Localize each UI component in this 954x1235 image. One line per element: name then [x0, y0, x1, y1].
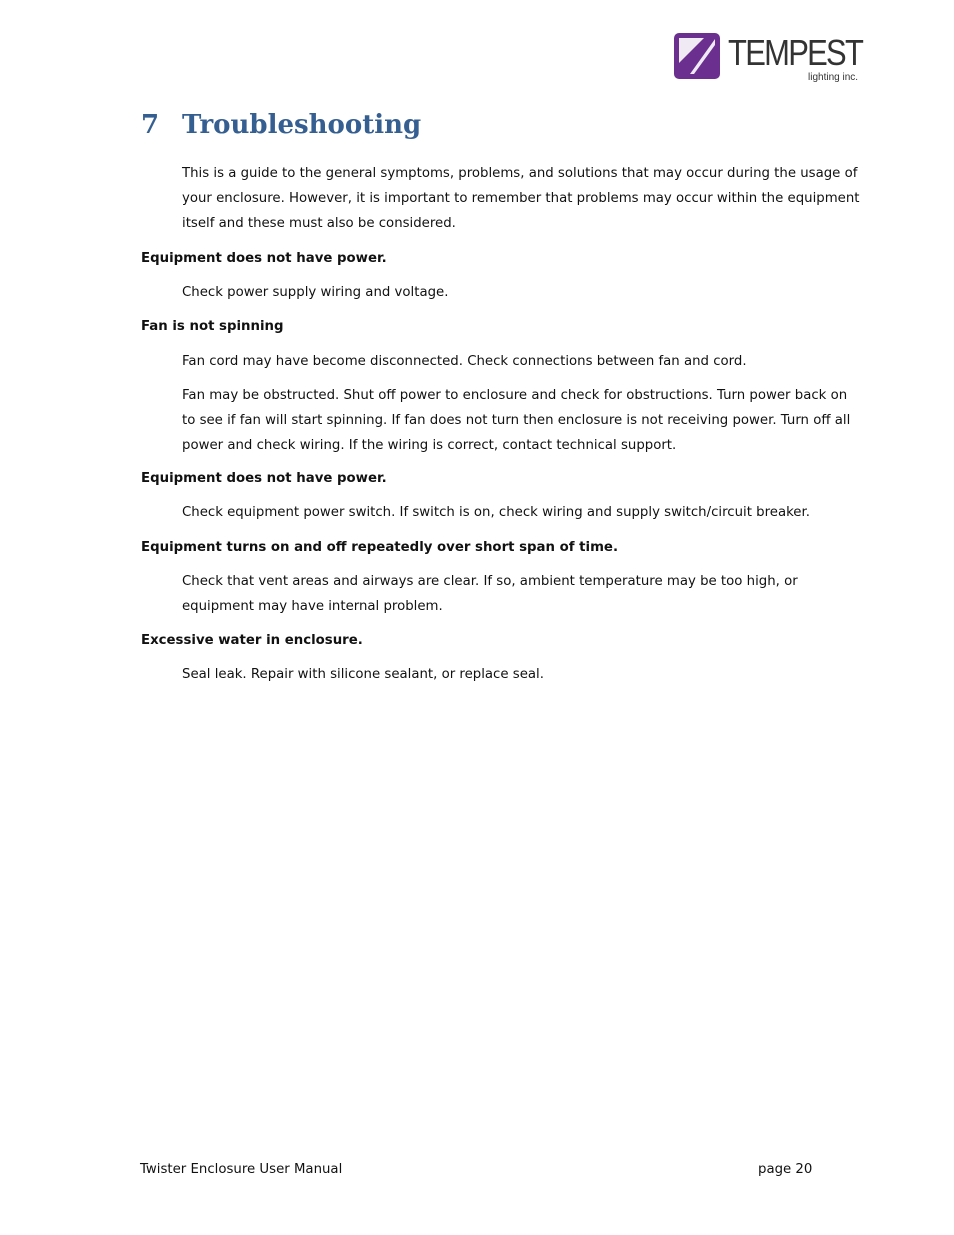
- tempest-logo: [674, 33, 866, 85]
- section-heading-fan: Fan is not spinning: [141, 319, 284, 334]
- section-paragraph: Fan may be obstructed. Shut off power to enclosure and check for obstructions. Turn power back on to see if fan will start spinning. If fan does not turn then enclosure is not receiving power. Turn off all power and check wiring. If the wiring is correct, contact technical support.: [182, 388, 851, 453]
- section-paragraph: Fan cord may have become disconnected. Check connections between fan and cord.: [182, 354, 747, 369]
- section-paragraph: Seal leak. Repair with silicone sealant, or replace seal.: [182, 667, 544, 682]
- logo-wordmark: TEMPEST: [728, 32, 863, 73]
- tempest-logo-icon: [674, 33, 720, 79]
- section-heading-on-off: Equipment turns on and off repeatedly over short span of time.: [141, 540, 618, 555]
- section-paragraph: Check that vent areas and airways are clear. If so, ambient temperature may be too high, or equipment may have internal problem.: [182, 574, 798, 614]
- footer-page-number: page 20: [758, 1162, 813, 1177]
- chapter-title: Troubleshooting: [182, 110, 422, 140]
- intro-paragraph: This is a guide to the general symptoms, problems, and solutions that may occur during the usage of your enclosure. However, it is important to remember that problems may occur within the equipment itself and these must also be considered.: [182, 166, 860, 231]
- section-heading-water: Excessive water in enclosure.: [141, 633, 363, 648]
- footer-document-title: Twister Enclosure User Manual: [140, 1162, 343, 1177]
- chapter-heading: [141, 107, 421, 143]
- chapter-number: 7: [141, 110, 160, 140]
- section-heading-power-switch: Equipment does not have power.: [141, 471, 387, 486]
- section-heading-power: Equipment does not have power.: [141, 251, 387, 266]
- section-paragraph: Check power supply wiring and voltage.: [182, 285, 449, 300]
- section-paragraph: Check equipment power switch. If switch is on, check wiring and supply switch/circuit breaker.: [182, 505, 810, 520]
- logo-subtitle: lighting inc.: [808, 72, 859, 83]
